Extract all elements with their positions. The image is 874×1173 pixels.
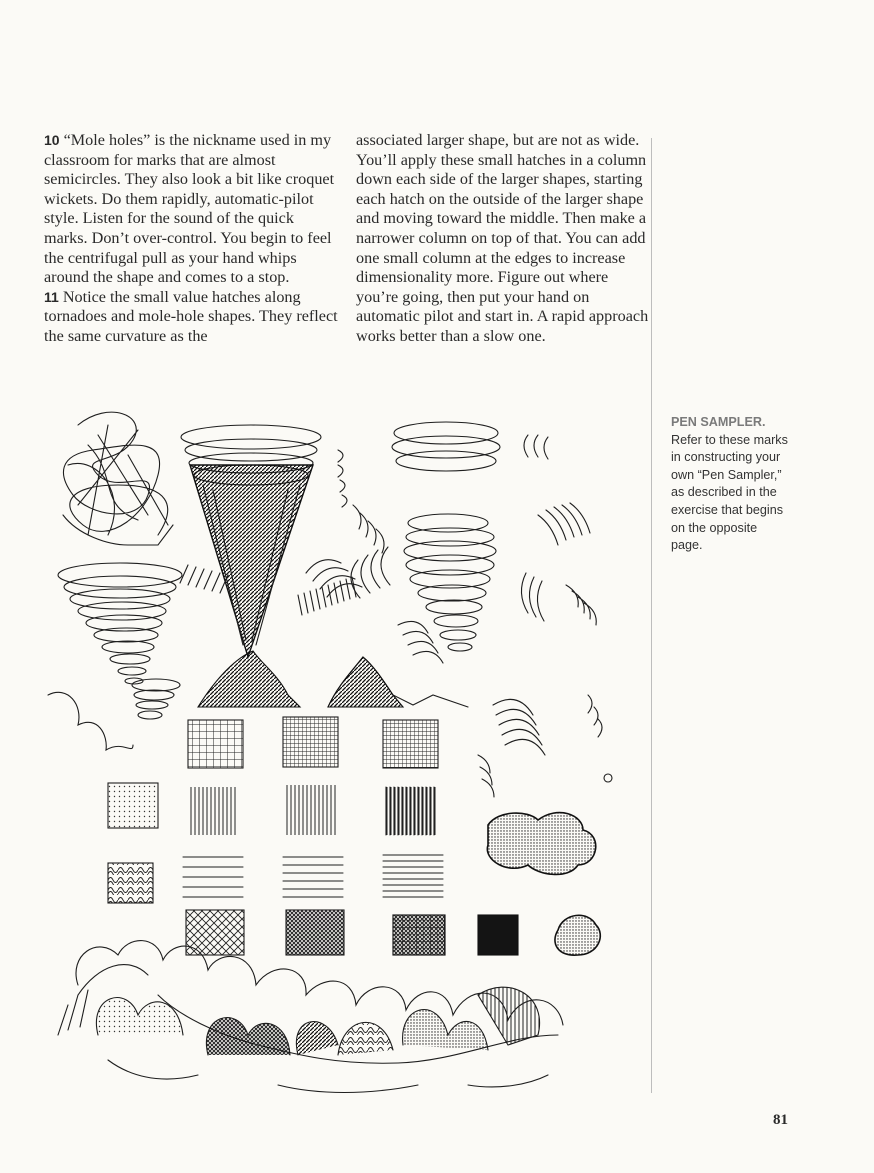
tornado-small-left [48, 563, 182, 750]
crosshatch-squares [186, 910, 518, 955]
paragraph-continued: associated larger shape, but are not as wide. You’ll apply these small hatches in a column down each side of the larger shapes, starting each hatch on the outside of the larger shape and moving toward the middle. Then make a narrower column on top of that. You can add one small column at the edges to increase dimensionality more. Figure out where you’re going, then put your hand on automatic pilot and start in. A rapid approach works better than a slow one. [356, 131, 649, 345]
scribble-mark [63, 412, 173, 545]
mole-hole-chain [58, 941, 563, 1093]
pen-sampler-illustration [38, 395, 644, 1095]
paragraph-10 [44, 131, 340, 288]
tornado-outline-right [392, 422, 500, 651]
text-column-right [356, 131, 652, 347]
tornado-tiny [132, 679, 180, 719]
tornado-large [181, 425, 321, 657]
horizontal-lines [108, 855, 443, 903]
paragraph-10-text: “Mole holes” is the nickname used in my classroom for marks that are almost semicircles. They also look a bit like croquet wickets. Do them rapidly, automatic-pilot style. Listen for the sound of the quick marks. Don’t over-control. You begin to feel the centrifugal pull as your hand whips around the shape and comes to a stop. [44, 131, 335, 287]
page-number: 81 [773, 1112, 788, 1128]
paragraph-number-10: 10 [44, 132, 60, 148]
figure-caption [671, 414, 791, 555]
mole-hole-hatches [338, 435, 612, 797]
caption-body: Refer to these marks in constructing your own “Pen Sampler,” as described in the exercise that begins on the opposite page. [671, 432, 788, 553]
paragraph-11-text: Notice the small value hatches along tornadoes and mole-hole shapes. They reflect the same curvature as the [44, 287, 338, 345]
caption-title: PEN SAMPLER. [671, 415, 766, 429]
paragraph-11 [44, 288, 340, 347]
paragraph-number-11: 11 [44, 288, 59, 305]
hatched-ridges [198, 651, 468, 707]
grid-squares-row1 [188, 717, 438, 768]
small-hatches [180, 560, 443, 663]
stipple-and-vertical-lines [108, 783, 438, 835]
vertical-divider [651, 138, 652, 1093]
text-column-left [44, 131, 340, 347]
